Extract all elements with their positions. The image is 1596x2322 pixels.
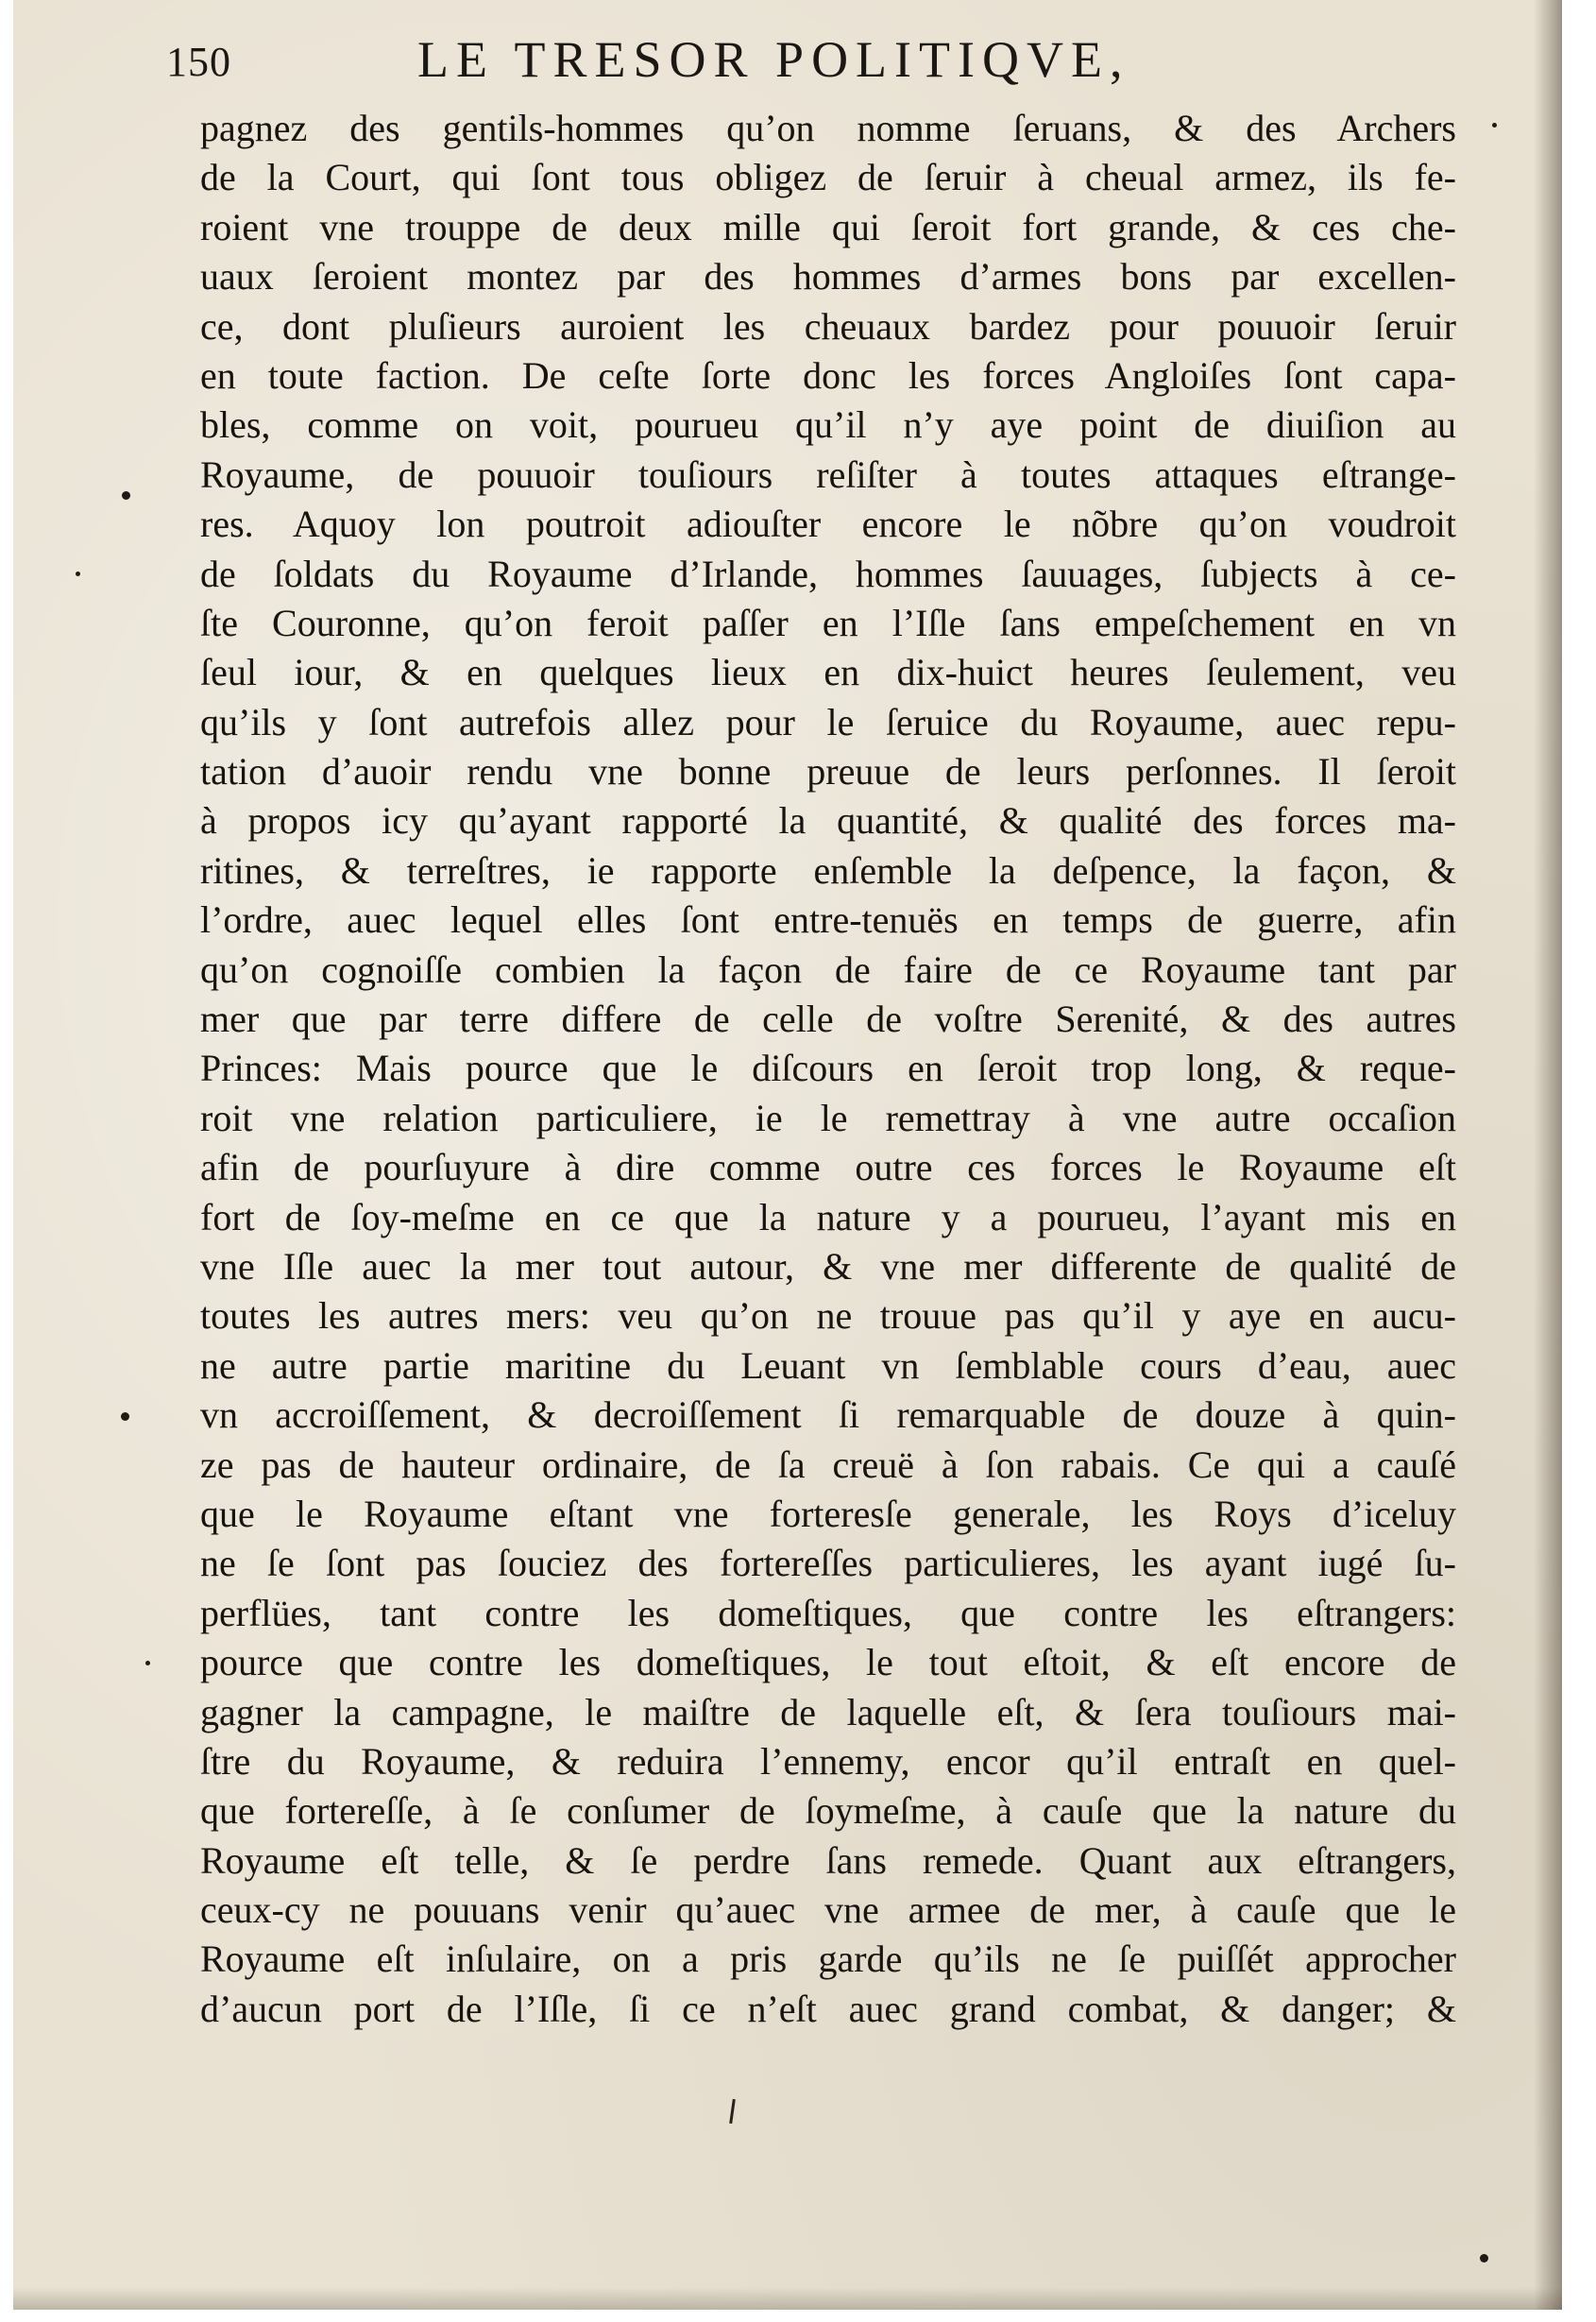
text-line: que fortereſſe, à ſe conſumer de ſoymeſme, à cauſe que la nature du [200,1789,1456,1833]
text-line: bles, comme on voit, pourueu qu’il n’y aye point de diuiſion au [200,403,1456,447]
body-text [200,104,1456,2034]
text-line: Royaume, de pouuoir touſiours reſiſter à toutes attaques eſtrange- [200,452,1456,496]
page-gutter-shadow [1534,0,1562,2310]
text-line: pagnez des gentils-hommes qu’on nomme ſeruans, & des Archers [200,107,1456,149]
text-line: ritines, & terreſtres, ie rapporte enſemble la deſpence, la façon, & [200,848,1456,892]
text-line: ſtre du Royaume, & reduira l’ennemy, encor qu’il entraſt en quel- [200,1739,1456,1783]
text-line: Royaume eſt inſulaire, on a pris garde qu’ils ne ſe puiſſét approcher [200,1938,1456,1981]
text-line: fort de ſoy-meſme en ce que la nature y a pourueu, l’ayant mis en [200,1195,1456,1238]
ink-speck [145,1661,150,1665]
text-line: tation d’auoir rendu vne bonne preuue de leurs perſonnes. Il ſeroit [200,750,1456,794]
text-line: qu’ils y ſont autrefois allez pour le ſeruice du Royaume, auec repu- [200,700,1456,743]
text-line: roient vne trouppe de deux mille qui ſeroit fort grande, & ces che- [200,205,1456,248]
text-line: ſte Couronne, qu’on feroit paſſer en l’Iſle ſans empeſchement en vn [200,601,1456,644]
text-line: toutes les autres mers: veu qu’on ne trouue pas qu’il y aye en aucu- [200,1294,1456,1338]
text-line: vne Iſle auec la mer tout autour, & vne mer differente de qualité de [200,1244,1456,1288]
book-page [13,0,1562,2310]
ink-speck [122,491,130,500]
text-line: Princes: Mais pource que le diſcours en ſeroit trop long, & reque- [200,1047,1456,1090]
text-line: à propos icy qu’ayant rapporté la quantité, & qualité des forces ma- [200,799,1456,843]
text-line: d’aucun port de l’Iſle, ſi ce n’eſt auec grand combat, & danger; & [200,1987,1456,2030]
text-line: ceux-cy ne pouuans venir qu’auec vne armee de mer, à cauſe que le [200,1888,1456,1932]
text-line: pource que contre les domeſtiques, le tout eſtoit, & eſt encore de [200,1641,1456,1684]
signature-mark [729,2099,736,2124]
text-line: en toute faction. De ceſte ſorte donc les forces Angloiſes ſont capa- [200,353,1456,397]
ink-speck [76,572,80,576]
text-line: de ſoldats du Royaume d’Irlande, hommes ſauuages, ſubjects à ce- [200,552,1456,595]
text-line: que le Royaume eſtant vne forteresſe generale, les Roys d’iceluy [200,1492,1456,1535]
text-line: ſeul iour, & en quelques lieux en dix-huict heures ſeulement, veu [200,651,1456,694]
text-line: res. Aquoy lon poutroit adiouſter encore le nõbre qu’on voudroit [200,503,1456,546]
text-line: gagner la campagne, le maiſtre de laquelle eſt, & ſera touſiours mai- [200,1690,1456,1733]
ink-speck [121,1412,129,1421]
text-line: ze pas de hauteur ordinaire, de ſa creuë à ſon rabais. Ce qui a cauſé [200,1443,1456,1486]
running-title: LE TRESOR POLITIQVE, [417,31,1130,88]
page-number: 150 [166,39,231,85]
text-line: qu’on cognoiſſe combien la façon de faire de ce Royaume tant par [200,948,1456,991]
text-line: Royaume eſt telle, & ſe perdre ſans remede. Quant aux eſtrangers, [200,1838,1456,1882]
text-line: perflües, tant contre les domeſtiques, que contre les eſtrangers: [200,1591,1456,1634]
text-line: l’ordre, auec lequel elles ſont entre-tenuës en temps de guerre, afin [200,898,1456,942]
text-line: de la Court, qui ſont tous obligez de ſeruir à cheual armez, ils fe- [200,156,1456,199]
text-line: uaux ſeroient montez par des hommes d’armes bons par excellen- [200,255,1456,299]
ink-speck [1480,2254,1488,2262]
text-line: ne ſe ſont pas ſouciez des fortereſſes particulieres, les ayant iugé ſu- [200,1542,1456,1585]
text-line: roit vne relation particuliere, ie le remettray à vne autre occaſion [200,1096,1456,1139]
text-line: afin de pourſuyure à dire comme outre ces forces le Royaume eſt [200,1146,1456,1189]
text-line: mer que par terre differe de celle de voſtre Serenité, & des autres [200,998,1456,1041]
running-head [155,26,1496,93]
ink-speck [1492,123,1497,128]
text-line: ce, dont pluſieurs auroient les cheuaux bardez pour pouuoir ſeruir [200,304,1456,348]
page-bottom-shadow [13,2287,1562,2310]
text-line: vn accroiſſement, & decroiſſement ſi remarquable de douze à quin- [200,1393,1456,1437]
text-line: ne autre partie maritine du Leuant vn ſemblable cours d’eau, auec [200,1343,1456,1387]
